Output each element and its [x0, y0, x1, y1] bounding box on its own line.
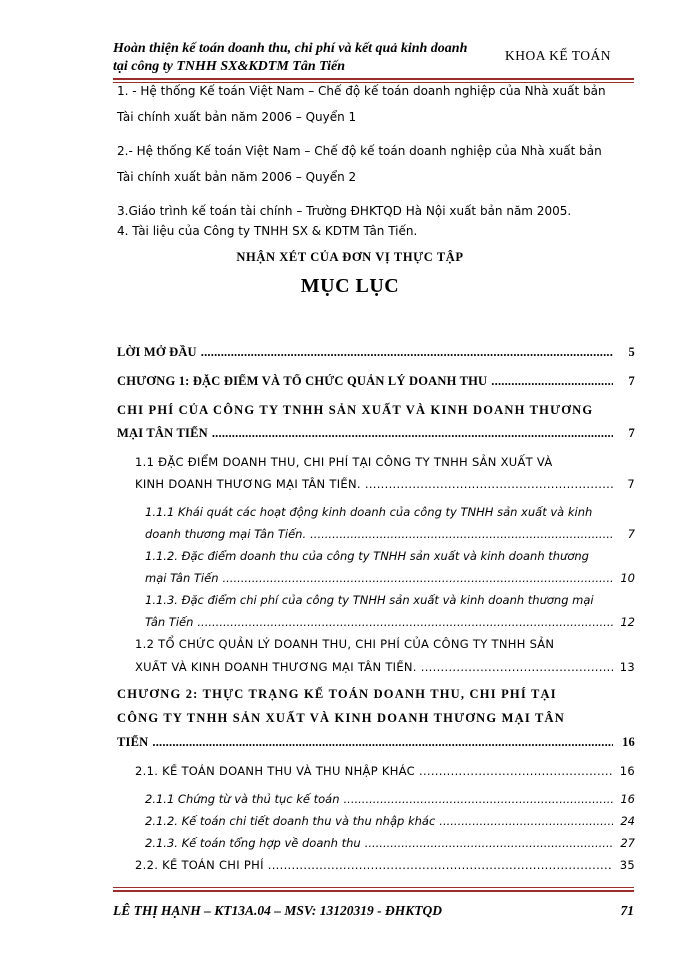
- toc-dot-leader: [197, 615, 613, 629]
- toc-page-number: 16: [622, 735, 635, 749]
- toc-entry[interactable]: [117, 426, 635, 441]
- toc-entry[interactable]: [135, 477, 635, 491]
- toc-entry-text: 2.1.3. Kế toán tổng hợp về doanh thu: [145, 836, 361, 850]
- toc-entry[interactable]: [145, 527, 635, 541]
- toc-entry-text: 1.1.2. Đặc điểm doanh thu của công ty TNHH sản xuất và kinh doanh thương: [145, 549, 589, 563]
- toc-dot-leader: [365, 836, 613, 850]
- reference-item: 3.Giáo trình kế toán tài chính – Trường ĐHKTQD Hà Nội xuất bản năm 2005.: [117, 204, 572, 218]
- toc-dot-leader: [439, 814, 613, 828]
- toc-dot-leader: [152, 735, 613, 750]
- reference-line: 2.- Hệ thống Kế toán Việt Nam – Chế độ kế toán doanh nghiệp của Nhà xuất bản: [117, 144, 602, 158]
- toc-entry-text: TIẾN: [117, 735, 149, 749]
- toc-page-number: 7: [627, 477, 635, 491]
- toc-entry-text: Tân Tiến: [145, 615, 194, 629]
- toc-page-number: 7: [628, 374, 635, 388]
- toc-entry-text: 1.2 TỔ CHỨC QUẢN LÝ DOANH THU, CHI PHÍ CỦA CÔNG TY TNHH SẢN: [135, 637, 555, 651]
- heading-muc-luc: MỤC LỤC: [300, 275, 400, 297]
- toc-entry-text: 2.1.1 Chứng từ và thủ tục kế toán: [145, 792, 340, 806]
- toc-dot-leader: [212, 426, 613, 441]
- toc-page-number: 27: [620, 836, 635, 850]
- toc-dot-leader: [421, 660, 613, 674]
- reference-line: 1. - Hệ thống Kế toán Việt Nam – Chế độ kế toán doanh nghiệp của Nhà xuất bản: [117, 84, 606, 98]
- toc-entry-text: 1.1.1 Khái quát các hoạt động kinh doanh của công ty TNHH sản xuất và kinh: [145, 505, 593, 519]
- toc-entry-text: CHI PHÍ CỦA CÔNG TY TNHH SẢN XUẤT VÀ KINH DOANH THƯƠNG: [117, 403, 594, 417]
- toc-page-number: 5: [628, 345, 635, 359]
- footer-author: LÊ THỊ HẠNH – KT13A.04 – MSV: 13120319 - ĐHKTQD: [113, 903, 443, 918]
- toc-dot-leader: [365, 477, 613, 491]
- toc-dot-leader: [491, 374, 613, 389]
- toc-entry[interactable]: [135, 858, 635, 872]
- toc-page-number: 35: [619, 858, 635, 872]
- toc-page-number: 16: [620, 792, 635, 806]
- heading-nhan-xet: NHẬN XÉT CỦA ĐƠN VỊ THỰC TẬP: [236, 250, 464, 264]
- header-title-line1: Hoàn thiện kế toán doanh thu, chi phí và kết quả kinh doanh: [113, 41, 468, 56]
- header-department: KHOA KẾ TOÁN: [505, 48, 612, 63]
- toc-page-number: 10: [620, 571, 635, 585]
- toc-entry-text: LỜI MỞ ĐẦU: [117, 345, 197, 359]
- toc-page-number: 24: [620, 814, 635, 828]
- toc-page-number: 7: [628, 426, 635, 440]
- toc-entry-text: CÔNG TY TNHH SẢN XUẤT VÀ KINH DOANH THƯƠNG MẠI TÂN: [117, 711, 566, 725]
- toc-entry[interactable]: [145, 792, 635, 806]
- reference-item: [117, 138, 632, 190]
- toc-dot-leader: [310, 527, 613, 541]
- reference-line: Tài chính xuất bản năm 2006 – Quyển 2: [117, 170, 357, 184]
- toc-entry[interactable]: [135, 764, 635, 778]
- toc-dot-leader: [344, 792, 613, 806]
- toc-entry[interactable]: [145, 836, 635, 850]
- toc-entry-text: CHƯƠNG 2: THỰC TRẠNG KẾ TOÁN DOANH THU, CHI PHÍ TẠI: [117, 687, 557, 701]
- toc-entry[interactable]: [145, 814, 635, 828]
- footer-rule-thin: [113, 887, 634, 888]
- footer: [113, 903, 634, 919]
- toc-entry[interactable]: [135, 660, 635, 674]
- reference-line: Tài chính xuất bản năm 2006 – Quyển 1: [117, 110, 357, 124]
- toc-page-number: 7: [627, 527, 635, 541]
- toc-page-number: 12: [620, 615, 635, 629]
- toc-entry-text: doanh thương mại Tân Tiến.: [145, 527, 307, 541]
- toc-entry[interactable]: [117, 735, 635, 750]
- toc-entry-text: CHƯƠNG 1: ĐẶC ĐIỂM VÀ TỔ CHỨC QUẢN LÝ DOANH THU: [117, 374, 488, 388]
- header-title: [113, 40, 493, 76]
- toc-entry-text: 2.2. KẾ TOÁN CHI PHÍ: [135, 858, 264, 872]
- toc-dot-leader: [201, 345, 613, 360]
- toc-entry-text: 1.1.3. Đặc điểm chi phí của công ty TNHH sản xuất và kinh doanh thương mại: [145, 593, 594, 607]
- toc-entry-text: MẠI TÂN TIẾN: [117, 426, 208, 440]
- toc-entry-text: 2.1. KẾ TOÁN DOANH THU VÀ THU NHẬP KHÁC: [135, 764, 415, 778]
- toc-entry[interactable]: [117, 374, 635, 389]
- footer-page-number: 71: [620, 903, 634, 918]
- toc-entry[interactable]: [117, 345, 635, 360]
- toc-dot-leader: [419, 764, 613, 778]
- toc-entry-text: XUẤT VÀ KINH DOANH THƯƠNG MẠI TÂN TIẾN.: [135, 660, 417, 674]
- reference-item: 4. Tài liệu của Công ty TNHH SX & KDTM Tân Tiến.: [117, 224, 418, 238]
- toc-dot-leader: [223, 571, 614, 585]
- toc-page-number: 13: [619, 660, 635, 674]
- toc-entry-text: 2.1.2. Kế toán chi tiết doanh thu và thu nhập khác: [145, 814, 436, 828]
- toc-entry[interactable]: [145, 615, 635, 629]
- footer-rule-thick: [113, 890, 634, 892]
- toc-entry-text: 1.1 ĐẶC ĐIỂM DOANH THU, CHI PHÍ TẠI CÔNG TY TNHH SẢN XUẤT VÀ: [135, 455, 553, 469]
- toc-page-number: 16: [619, 764, 635, 778]
- toc-dot-leader: [268, 858, 613, 872]
- header-title-line2: tại công ty TNHH SX&KDTM Tân Tiến: [113, 59, 346, 74]
- toc-entry-text: KINH DOANH THƯƠNG MẠI TÂN TIẾN.: [135, 477, 361, 491]
- toc-entry[interactable]: [145, 571, 635, 585]
- toc-entry-text: mại Tân Tiến: [145, 571, 219, 585]
- reference-item: [117, 78, 632, 130]
